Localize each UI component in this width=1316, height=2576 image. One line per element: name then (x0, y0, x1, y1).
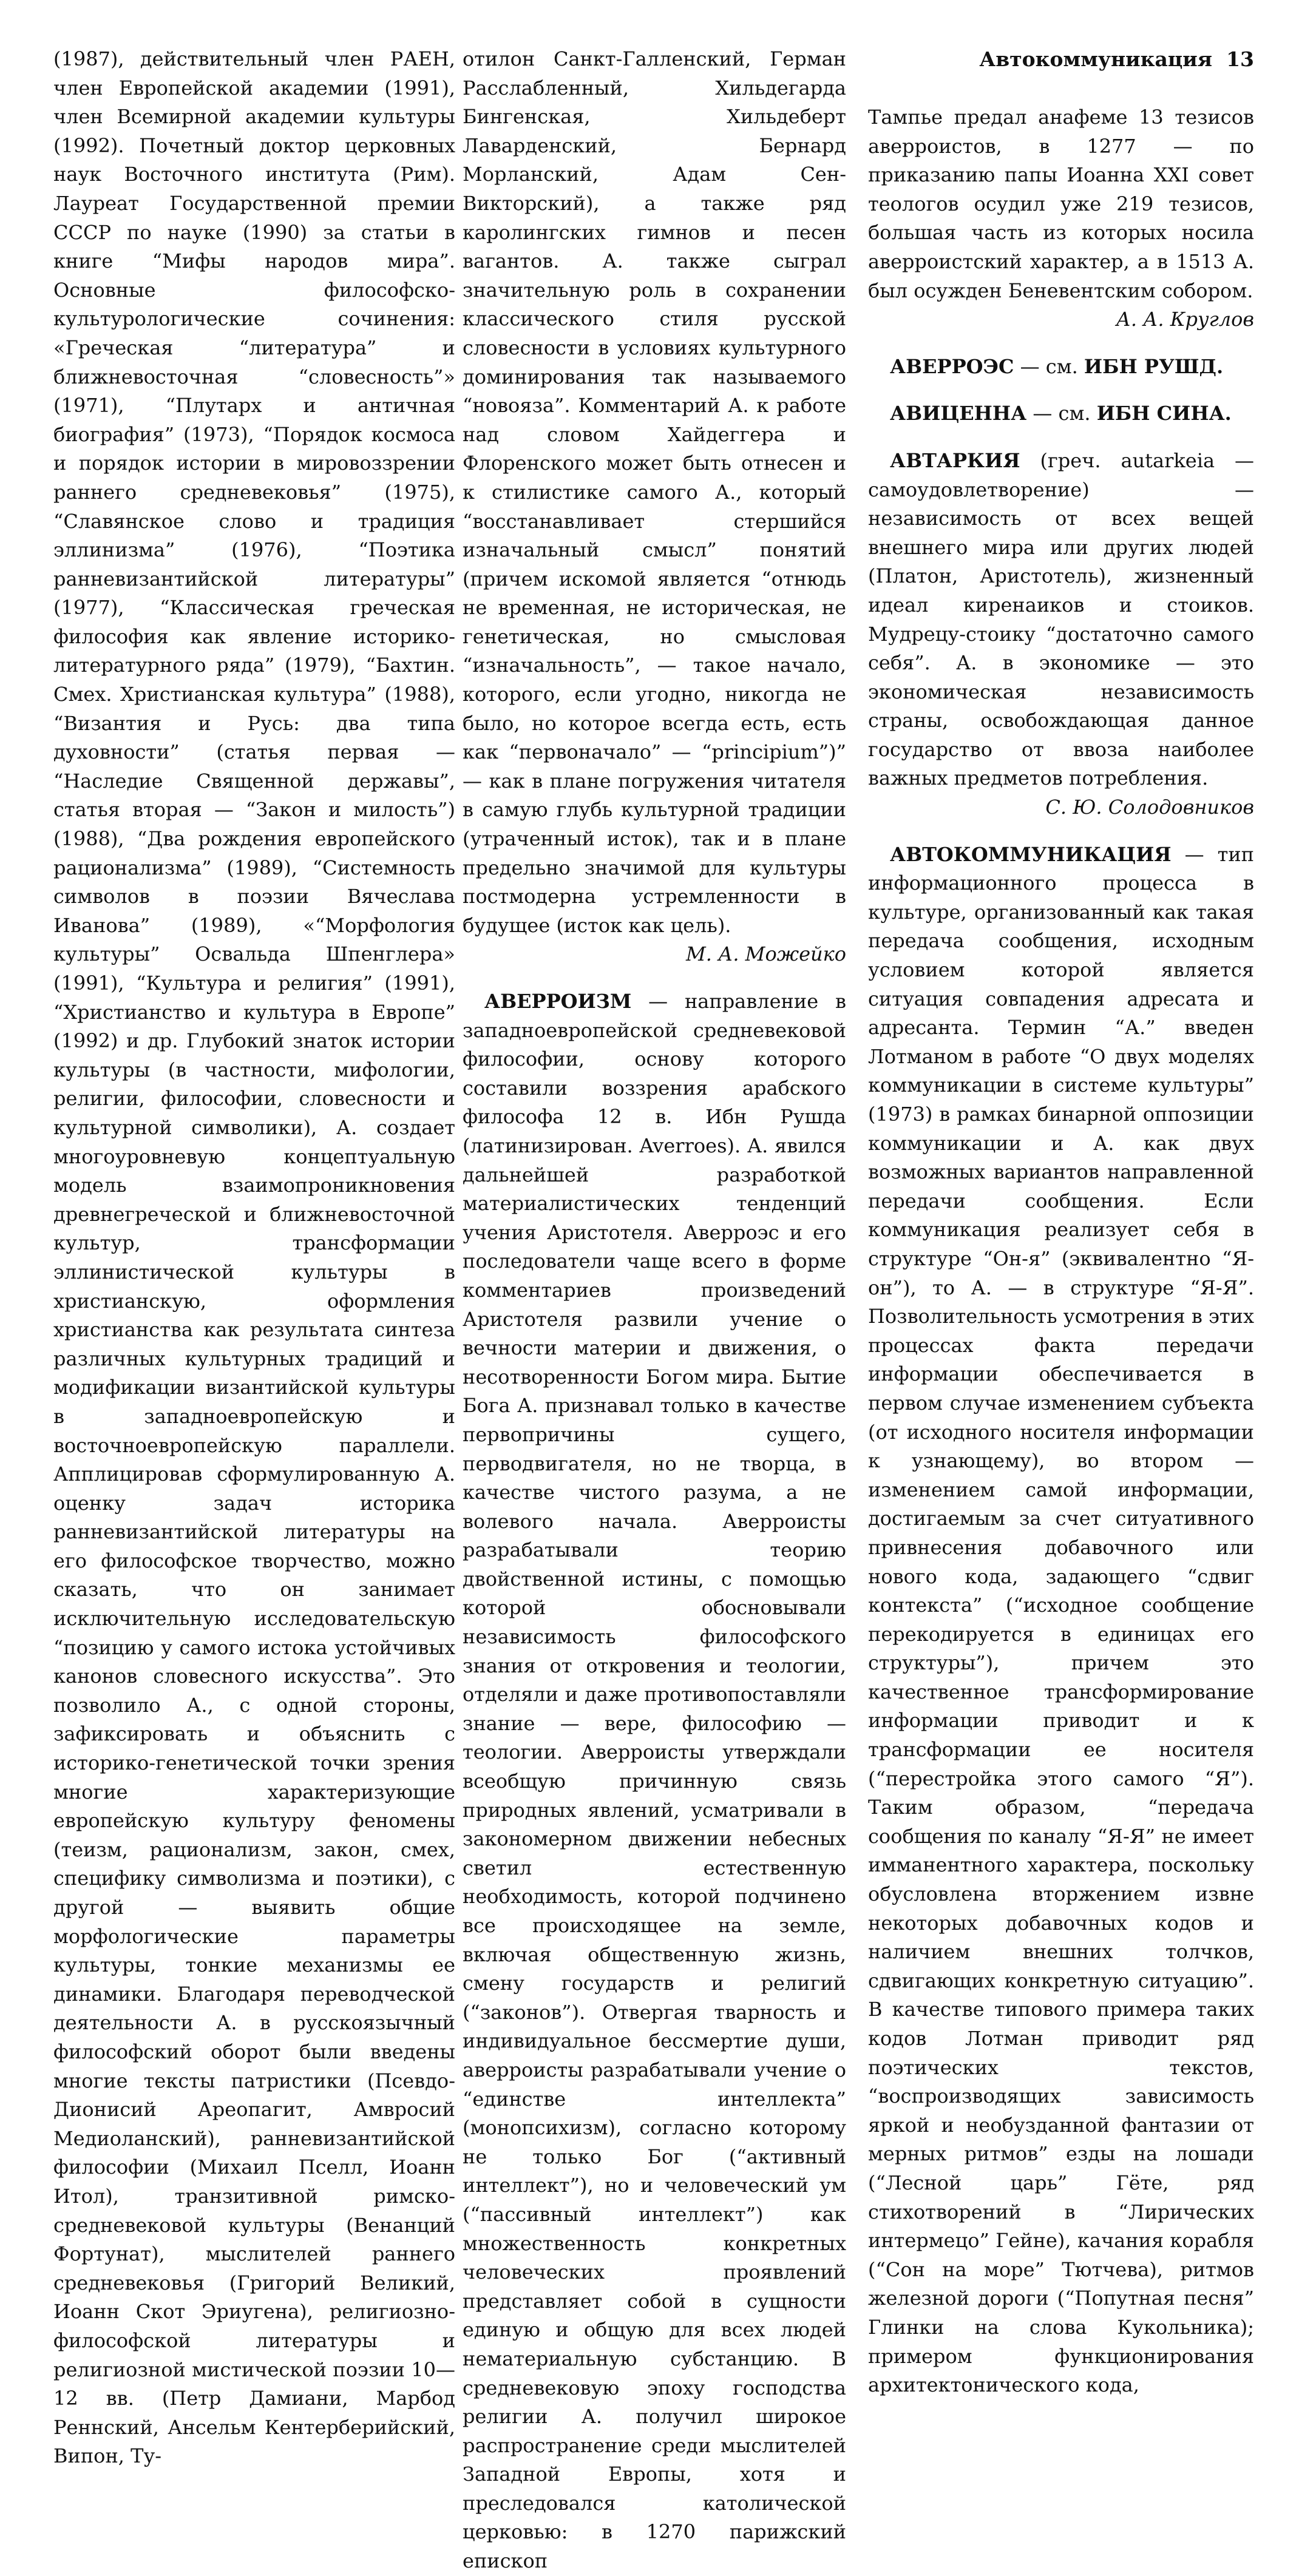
entry-averroes (868, 353, 1254, 382)
running-header (868, 47, 1254, 71)
entry-author: М. А. Можейко (685, 942, 846, 966)
page-number: 13 (1226, 47, 1254, 71)
entry-term: АВИЦЕННА (890, 402, 1027, 425)
entry-text: — см. (1026, 402, 1097, 425)
entry-avicenna (868, 399, 1254, 428)
entry-term: АВЕРРОИЗМ (484, 990, 632, 1013)
entry-autocommunication (868, 840, 1254, 2400)
entry-author: А. А. Круглов (1116, 308, 1254, 331)
entry-autarky (868, 447, 1254, 793)
entry-continuation-paragraph: (1987), действительный член РАЕН, член Европейской академии (1991), член Всемирной академии культуры (1992). Почетный доктор церковных наук Восточного института (Рим). Лауреат Государственной премии СССР по науке (1990) за статьи в книге “Мифы народов мира”. Основные философско-культурологические сочинения: «Греческая “литература” и ближневосточная “словесность”» (1971), “Плутарх и античная биография” (1973), “Порядок космоса и порядок истории в мировоззрении раннего средневековья” (1975), “Славянское слово и традиция эллинизма” (1976), “Поэтика ранневизантийской литературы” (1977), “Классическая греческая философия как явление историко-литературного ряда” (1979), “Бахтин. Смех. Христианская культура” (1988), “Византия и Русь: два типа духовности” (статья первая — “Наследие Священной державы”, статья вторая — “Закон и милость”) (1988), “Два рождения европейского рационализма” (1989), “Системность символов в поэзии Вячеслава Иванова” (1989), «“Морфология культуры” Освальда Шпенглера» (1991), “Культура и религия” (1991), “Христианство и культура в Европе” (1992) и др. Глубокий знаток истории культуры (в частности, мифологии, религии, философии, словесности и культурной символики), А. создает многоуровневую концептуальную модель взаимопроникновения древнегреческой и ближневосточной культур, трансформации эллинистической культуры в христианскую, оформления христианства как результата синтеза различных культурных традиций и модификации византийской культуры в западноевропейскую и восточноевропейскую параллели. Апплицировав сформулированную А. оценку задач историка ранневизантийской литературы на его философское творчество, можно сказать, что он занимает исключительную исследовательскую “позицию у самого истока устойчивых канонов словесного искусства”. Это позволило А., с одной стороны, зафиксировать и объяснить с историко-генетической точки зрения многие характеризующие европейскую культуру феномены (теизм, рационализм, закон, смех, специфику символизма и поэтики), с другой — выявить общие морфологические параметры культуры, тонкие механизмы ее динамики. Благодаря переводческой деятельности А. в русскоязычный философский оборот были введены многие тексты патристики (Псевдо-Дионисий Ареопагит, Амвросий Медиоланский), ранневизантийской философии (Михаил Пселл, Иоанн Итол), транзитивной римско-средневековой культуры (Венанций Фортунат), мыслителей раннего средневековья (Григорий Великий, Иоанн Скот Эриугена), религиозно-философской литературы и религиозной мистической поэзии 10—12 вв. (Петр Дамиани, Марбод Реннский, Ансельм Кентерберийский, Випон, Ту- (53, 47, 455, 2468)
column-2 (463, 45, 846, 2576)
cross-reference: ИБН РУШД. (1084, 354, 1224, 378)
running-header-title: Автокоммуникация (979, 47, 1213, 71)
entry-term: АВТОКОММУНИКАЦИЯ (890, 842, 1172, 866)
entry-continuation-paragraph: отилон Санкт-Галленский, Герман Расслабленный, Хильдегарда Бингенская, Хильдеберт Лаварденский, Бернард Морланский, Адам Сен-Викторский), а также ряд каролингских гимнов и песен вагантов. А. также сыграл значительную роль в сохранении классического стиля русской словесности в условиях культурного доминирования так называемого “новояза”. Комментарий А. к работе над словом Хайдеггера и Флоренского может быть отнесен и к стилистике самого А., который “восстанавливает стершийся изначальный смысл” понятий (причем искомой является “отнюдь не временная, не историческая, не генетическая, но смысловая “изначальность”, — такое начало, которого, если угодно, никогда не было, но которое всегда есть, есть как “первоначало” — “principium”)” — как в плане погружения читателя в самую глубь культурной традиции (утраченный исток), так и в плане предельно значимой для культуры постмодерна устремленности в будущее (исток как цель). (463, 47, 846, 937)
entry-text: — см. (1014, 354, 1084, 378)
entry-continuation-paragraph: Тампье предал анафеме 13 тезисов аверроистов, в 1277 — по приказанию папы Иоанна XXI совет теологов осудил уже 219 тезисов, большая часть из которых носила аверроистский характер, а в 1513 А. был осужден Беневентским собором. (868, 106, 1254, 302)
column-3 (868, 103, 1254, 2400)
entry-averroism (463, 987, 846, 2576)
entry-term: АВЕРРОЭС (890, 354, 1014, 378)
column-1 (53, 45, 455, 2471)
entry-text: — тип информационного процесса в культуре, организованный как такая передача сообщения, исходным условием которой является ситуация совпадения адресата и адресанта. Термин “А.” введен Лотманом в работе “О двух моделях коммуникации в системе культуры” (1973) в рамках бинарной оппозиции коммуникации и А. как двух возможных вариантов направленной передачи сообщения. Если коммуникация реализует себя в структуре “Он-я” (эквивалентно “Я-он”), то А. — в структуре “Я-Я”. Позволительность усмотрения в этих процессах факта передачи информации обеспечивается в первом случае изменением субъекта (от исходного носителя информации к узнающему), во втором — изменением самой информации, достигаемым за счет ситуативного привнесения добавочного или нового кода, задающего “сдвиг контекста” (“исходное сообщение перекодируется в единицах его структуры”), причем это качественное трансформирование информации приводит и к трансформации ее носителя (“перестройка этого самого “Я”). Таким образом, “передача сообщения по каналу “Я-Я” не имеет имманентного характера, поскольку обусловлена вторжением извне некоторых добавочных кодов и наличием внешних толчков, сдвигающих конкретную ситуацию”. В качестве типового примера таких кодов Лотман приводит ряд поэтических текстов, “воспроизводящих зависимость яркой и необузданной фантазии от мерных ритмов” езды на лошади (“Лесной царь” Гёте, ряд стихотворений в “Лирических интермецо” Гейне), качания корабля (“Сон на море” Тютчева), ритмов железной дороги (“Попутная песня” Глинки на слова Кукольника); примером функционирования архитектонического кода, (868, 842, 1254, 2397)
entry-text: — направление в западноевропейской средневековой философии, основу которого составили воззрения арабского философа 12 в. Ибн Рушда (латинизирован. Averroes). А. явился дальнейшей разработкой материалистических тенденций учения Аристотеля. Аверроэс и его последователи чаще всего в форме комментариев произведений Аристотеля развили учение о вечности материи и движения, о несотворенности Богом мира. Бытие Бога А. признавал только в качестве первопричины сущего, перводвигателя, но не творца, в качестве чистого разума, а не волевого начала. Аверроисты разрабатывали теорию двойственной истины, с помощью которой обосновывали независимость философского знания от откровения и теологии, отделяли и даже противопоставляли знание — вере, философию — теологии. Аверроисты утверждали всеобщую причинную связь природных явлений, усматривали в закономерном движении небесных светил естественную необходимость, которой подчинено все происходящее на земле, включая общественную жизнь, смену государств и религий (“законов”). Отвергая тварность и индивидуальное бессмертие души, аверроисты разрабатывали учение о “единстве интеллекта” (монопсихизм), согласно которому не только Бог (“активный интеллект”), но и человеческий ум (“пассивный интеллект”) как множественность конкретных человеческих проявлений представляет собой в сущности единую и общую для всех людей нематериальную субстанцию. В средневековую эпоху господства религии А. получил широкое распространение среди мыслителей Западной Европы, хотя и преследовался католической церковью: в 1270 парижский епископ (463, 990, 846, 2573)
entry-text: (греч. autarkeia — самоудовлетворение) — независимость от всех вещей внешнего мира или других людей (Платон, Аристотель), жизненный идеал киренаиков и стоиков. Мудрецу-стоику “достаточно самого себя”. А. в экономике — это экономическая независимость страны, освобождающая данное государство от ввоза наиболее важных предметов потребления. (868, 448, 1254, 790)
entry-author: С. Ю. Солодовников (1045, 796, 1254, 819)
entry-term: АВТАРКИЯ (890, 448, 1020, 472)
cross-reference: ИБН СИНА. (1096, 402, 1232, 425)
